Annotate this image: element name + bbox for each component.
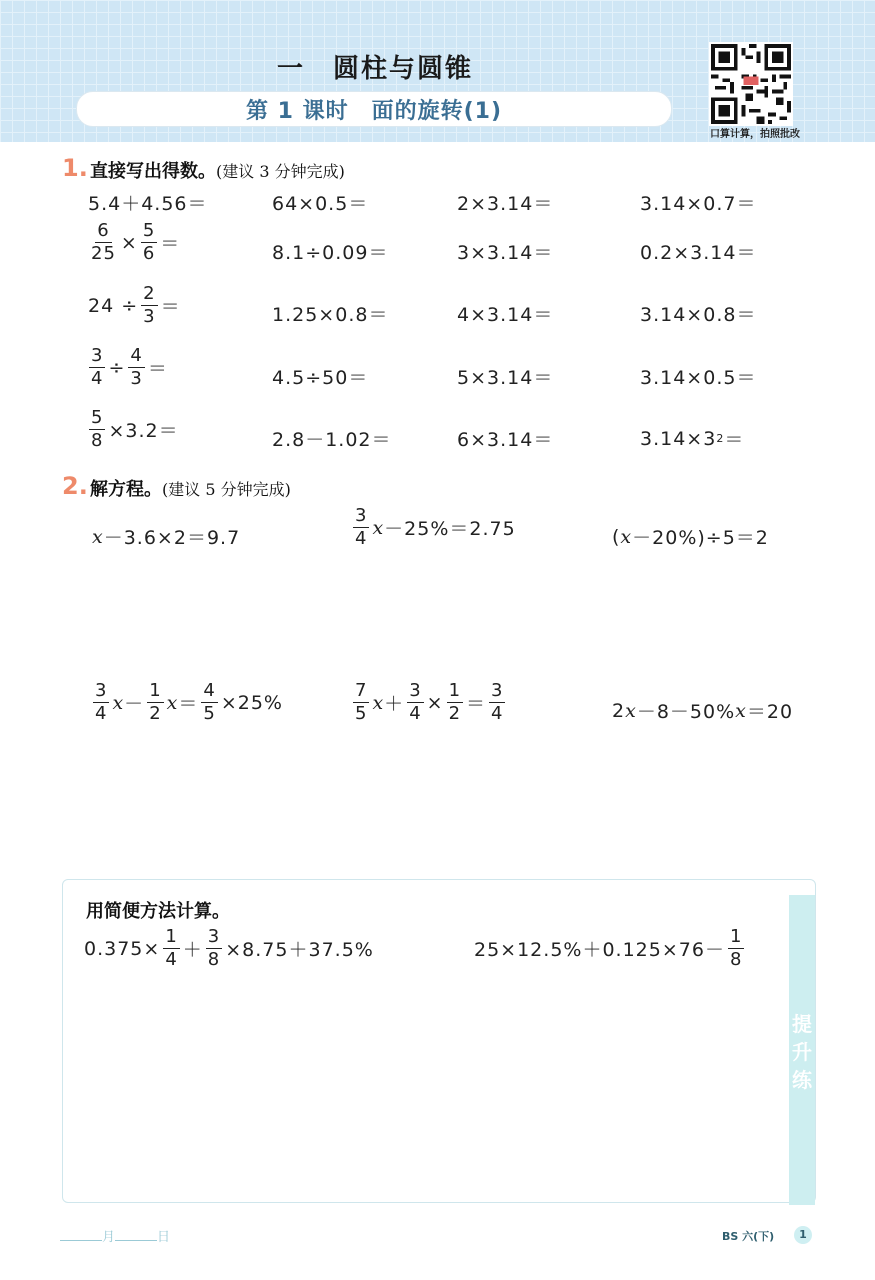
- fraction: $\frac{1}{4}$: [165, 926, 178, 970]
- equation: $\frac{3}{4}$ x － $\frac{1}{2}$ x ＝ $\frac{4}{5}$ ×25%: [95, 680, 283, 724]
- mental-math-item: 3.14×0.7＝: [640, 193, 757, 215]
- mental-math-item: 4×3.14＝: [457, 304, 554, 326]
- mental-math-item: 2.8－1.02＝: [272, 429, 392, 451]
- equation: x －3.6×2＝9.7: [92, 525, 241, 549]
- mental-math-item: 2×3.14＝: [457, 193, 554, 215]
- day-blank[interactable]: [115, 1240, 157, 1241]
- fraction: $\frac{1}{8}$: [729, 926, 743, 970]
- mental-math-item: 3×3.14＝: [457, 242, 554, 264]
- fraction: $\frac{7}{5}$: [355, 680, 368, 724]
- page-number: 1: [794, 1226, 812, 1244]
- fraction: $\frac{3}{4}$: [91, 345, 104, 389]
- equation: $\frac{3}{4}$ x －25%＝2.75: [355, 505, 516, 549]
- simplified-calc-problem: 25×12.5%＋0.125×76－ $\frac{1}{8}$: [474, 926, 743, 970]
- fraction: $\frac{1}{2}$: [149, 680, 162, 724]
- section1-number: 1.: [62, 154, 88, 182]
- mental-math-item: 0.2×3.14＝: [640, 242, 757, 264]
- mental-math-item: $\frac{3}{4}$ ÷ $\frac{4}{3}$ ＝: [91, 345, 168, 389]
- mental-math-item: 6×3.14＝: [457, 429, 554, 451]
- equation: ( x －20%)÷5＝2: [612, 525, 769, 549]
- section1-title: [90, 157, 345, 183]
- equation: 2 x －8－50% x ＝20: [612, 699, 794, 723]
- section2-note: (建议 5 分钟完成): [162, 480, 291, 499]
- fraction: $\frac{5}{8}$: [91, 407, 104, 451]
- fraction: $\frac{4}{3}$: [130, 345, 143, 389]
- mental-math-item: 3.14×3 2 ＝: [640, 427, 745, 451]
- section2-title-text: 解方程。: [90, 479, 162, 500]
- page-header: [0, 0, 875, 142]
- fraction: $\frac{3}{4}$: [355, 505, 368, 549]
- mental-math-item: 1.25×0.8＝: [272, 304, 389, 326]
- fraction: $\frac{3}{4}$: [409, 680, 422, 724]
- month-blank[interactable]: [60, 1240, 102, 1241]
- fraction: $\frac{3}{8}$: [207, 926, 221, 970]
- simplified-calc-problem: 0.375× $\frac{1}{4}$ ＋ $\frac{3}{8}$ ×8.75＋37.5%: [84, 926, 374, 970]
- mental-math-item: 24 ÷ $\frac{2}{3}$ ＝: [88, 283, 181, 327]
- fraction: $\frac{2}{3}$: [143, 283, 156, 327]
- qr-code-icon[interactable]: [709, 42, 793, 126]
- month-label: 月: [102, 1230, 116, 1245]
- mental-math-item: 3.14×0.8＝: [640, 304, 757, 326]
- section3-title: 用简便方法计算。: [86, 901, 230, 922]
- grade-label: BS 六(下): [722, 1230, 775, 1243]
- lesson-title-bar: [76, 91, 672, 127]
- section1-title-text: 直接写出得数。: [90, 161, 216, 182]
- fraction: $\frac{6}{25}$: [91, 220, 116, 264]
- fraction: $\frac{4}{5}$: [203, 680, 216, 724]
- fraction: $\frac{1}{2}$: [448, 680, 462, 724]
- side-tab-label: 提升练: [792, 1012, 812, 1092]
- mental-math-item: 4.5÷50＝: [272, 367, 369, 389]
- day-label: 日: [157, 1230, 171, 1245]
- date-field[interactable]: [60, 1226, 170, 1245]
- mental-math-item: 64×0.5＝: [272, 193, 369, 215]
- fraction: $\frac{3}{4}$: [95, 680, 108, 724]
- fraction: $\frac{5}{6}$: [142, 220, 156, 264]
- mental-math-item: $\frac{5}{8}$ ×3.2＝: [91, 407, 179, 451]
- equation: $\frac{7}{5}$ x ＋ $\frac{3}{4}$ × $\frac{1}{2}$ ＝ $\frac{3}{4}$: [355, 680, 504, 724]
- section2-number: 2.: [62, 472, 88, 500]
- fraction: $\frac{3}{4}$: [491, 680, 504, 724]
- section1-note: (建议 3 分钟完成): [216, 162, 345, 181]
- mental-math-item: 8.1÷0.09＝: [272, 242, 389, 264]
- section2-title: [90, 475, 291, 501]
- mental-math-item: 3.14×0.5＝: [640, 367, 757, 389]
- mental-math-item: 5×3.14＝: [457, 367, 554, 389]
- mental-math-item: $\frac{6}{25}$ × $\frac{5}{6}$ ＝: [91, 220, 181, 264]
- unit-title: 一 圆柱与圆锥: [276, 54, 473, 84]
- mental-math-item: 5.4＋4.56＝: [88, 193, 208, 215]
- qr-caption: 口算计算，拍照批改: [710, 129, 800, 140]
- lesson-title: 第 1 课时 面的旋转(1): [245, 99, 503, 124]
